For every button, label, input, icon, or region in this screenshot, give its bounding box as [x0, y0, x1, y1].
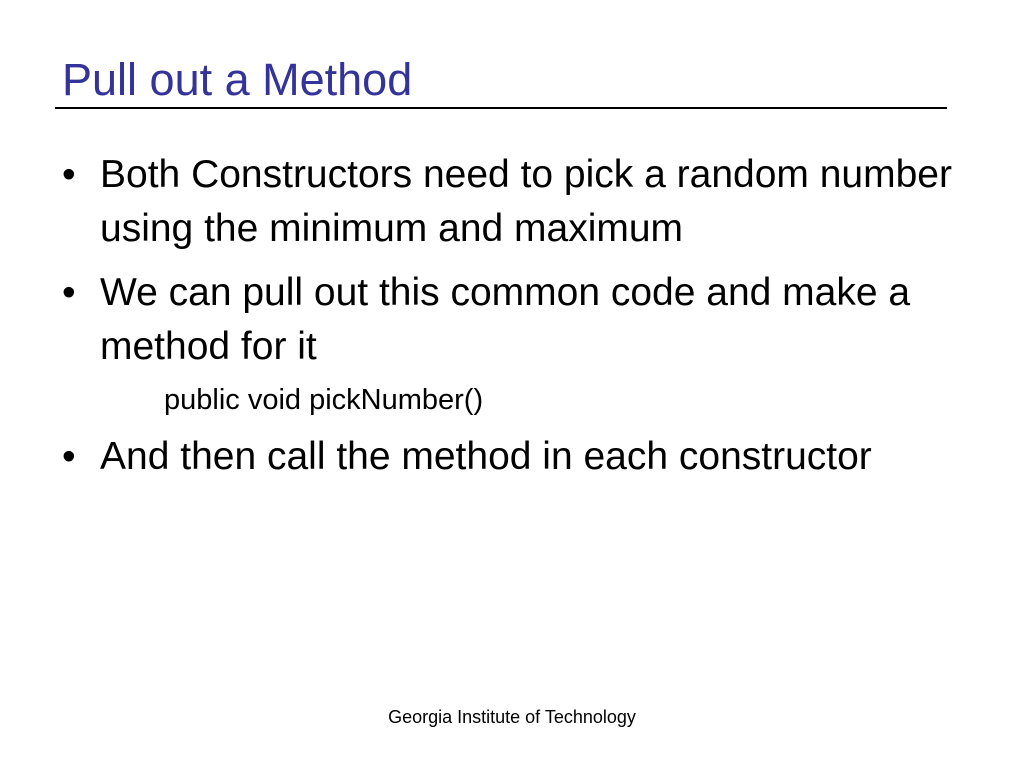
bullet-text: Both Constructors need to pick a random number using the minimum and maximum	[100, 153, 952, 250]
bullet-text: We can pull out this common code and make a method for it	[100, 271, 911, 368]
bullet-icon: •	[62, 153, 76, 196]
slide-title: Pull out a Method	[62, 54, 413, 105]
footer-institution: Georgia Institute of Technology	[388, 707, 636, 727]
bullet-list	[60, 148, 980, 494]
bullet-icon: •	[62, 435, 76, 478]
title-underline	[55, 107, 947, 109]
bullet-item-1	[60, 148, 980, 256]
bullet-text: And then call the method in each constructor	[100, 435, 872, 478]
bullet-item-3	[60, 430, 980, 484]
code-snippet: public void pickNumber()	[164, 384, 484, 416]
bullet-item-2	[60, 266, 980, 374]
bullet-icon: •	[62, 271, 76, 314]
